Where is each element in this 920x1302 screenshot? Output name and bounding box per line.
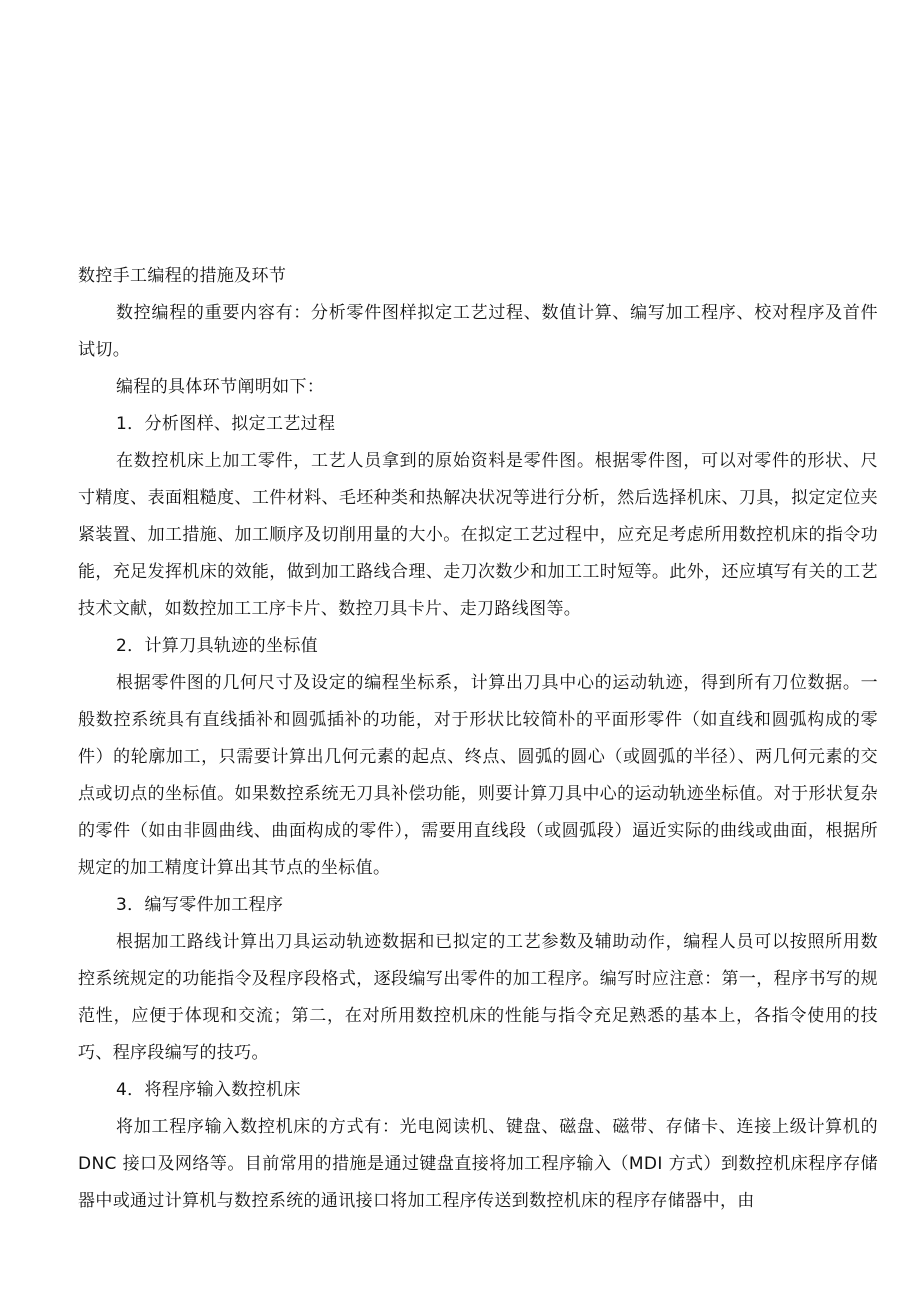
section-heading-2: 2．计算刀具轨迹的坐标值 (116, 636, 319, 656)
intro-paragraph: 数控编程的重要内容有：分析零件图样拟定工艺过程、数值计算、编写加工程序、校对程序及首件试切。 (78, 303, 878, 360)
section-body-1: 在数控机床上加工零件，工艺人员拿到的原始资料是零件图。根据零件图，可以对零件的形状、尺寸精度、表面粗糙度、工件材料、毛坯种类和热解决状况等进行分析，然后选择机床、刀具，拟定定位夹紧装置、加工措施、加工顺序及切削用量的大小。在拟定工艺过程中，应充足考虑所用数控机床的指令功能，充足发挥机床的效能，做到加工路线合理、走刀次数少和加工工时短等。此外，还应填写有关的工艺技术文献，如数控加工工序卡片、数控刀具卡片、走刀路线图等。 (78, 451, 878, 619)
section-body-2: 根据零件图的几何尺寸及设定的编程坐标系，计算出刀具中心的运动轨迹，得到所有刀位数据。一般数控系统具有直线插补和圆弧插补的功能，对于形状比较简朴的平面形零件（如直线和圆弧构成的零件）的轮廓加工，只需要计算出几何元素的起点、终点、圆弧的圆心（或圆弧的半径）、两几何元素的交点或切点的坐标值。如果数控系统无刀具补偿功能，则要计算刀具中心的运动轨迹坐标值。对于形状复杂的零件（如由非圆曲线、曲面构成的零件），需要用直线段（或圆弧段）逼近实际的曲线或曲面，根据所规定的加工精度计算出其节点的坐标值。 (78, 673, 878, 878)
section-body-4: 将加工程序输入数控机床的方式有：光电阅读机、键盘、磁盘、磁带、存储卡、连接上级计算机的 DNC 接口及网络等。目前常用的措施是通过键盘直接将加工程序输入（MDI 方式）到数控机床程序存储器中或通过计算机与数控系统的通讯接口将加工程序传送到数控机床的程序存储器中，由 (78, 1117, 878, 1211)
section-heading-1: 1．分析图样、拟定工艺过程 (116, 414, 336, 434)
steps-intro-paragraph: 编程的具体环节阐明如下： (116, 377, 325, 397)
section-body-3: 根据加工路线计算出刀具运动轨迹数据和已拟定的工艺参数及辅助动作，编程人员可以按照所用数控系统规定的功能指令及程序段格式，逐段编写出零件的加工程序。编写时应注意：第一，程序书写的规范性，应便于体现和交流；第二，在对所用数控机床的性能与指令充足熟悉的基本上，各指令使用的技巧、程序段编写的技巧。 (78, 932, 878, 1063)
document-body (78, 258, 878, 1220)
document-title: 数控手工编程的措施及环节 (78, 266, 287, 286)
section-heading-4: 4．将程序输入数控机床 (116, 1080, 301, 1100)
section-heading-3: 3．编写零件加工程序 (116, 895, 284, 915)
